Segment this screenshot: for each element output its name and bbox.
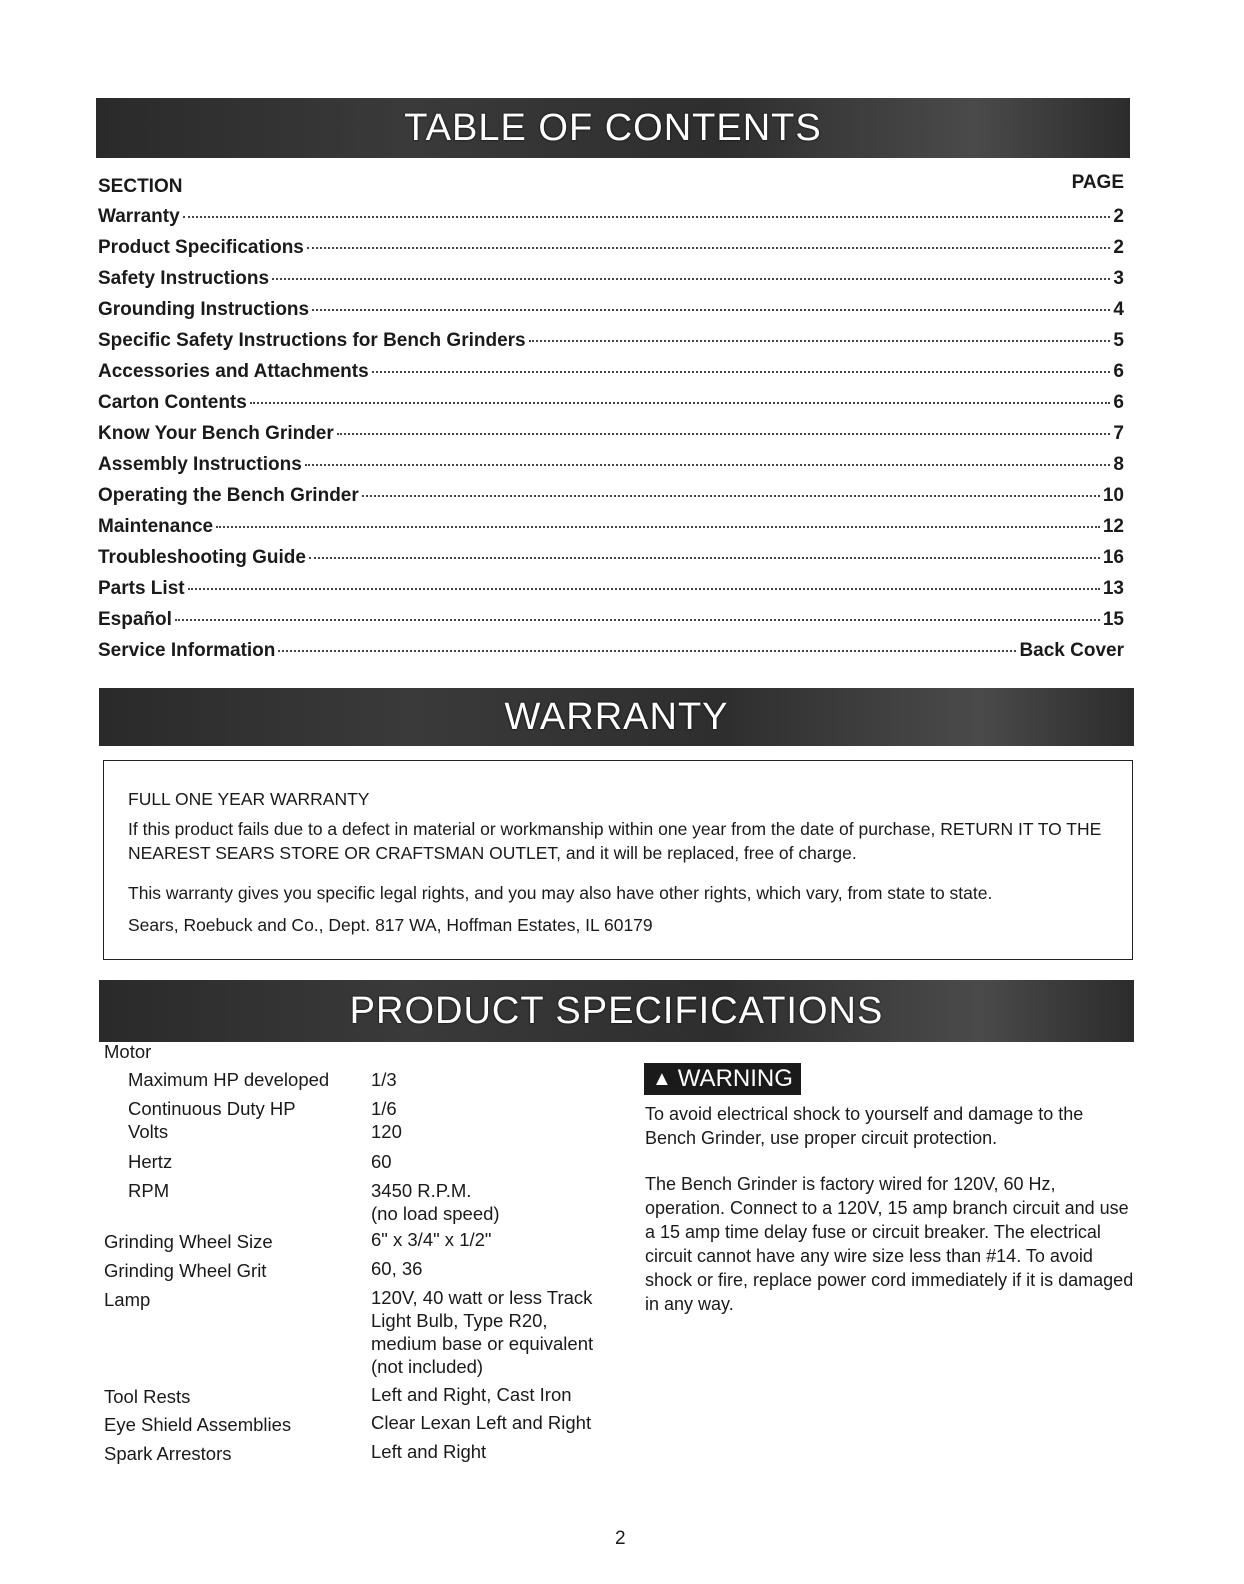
toc-entry-operating bbox=[98, 485, 1124, 516]
toc-leader-dots bbox=[529, 340, 1111, 342]
specs-title: PRODUCT SPECIFICATIONS bbox=[349, 989, 884, 1032]
specs-banner bbox=[99, 980, 1134, 1042]
warranty-paragraph-1: If this product fails due to a defect in material or workmanship within one year from the date of purchase, RETURN IT TO THE NEAREST SEARS STORE OR CRAFTSMAN OUTLET, and it will be replaced, free of charge. bbox=[128, 819, 1102, 863]
spec-value: Light Bulb, Type R20, bbox=[371, 1310, 548, 1331]
toc-leader-dots bbox=[272, 278, 1110, 280]
toc-leader-dots bbox=[362, 495, 1100, 497]
spec-label: Volts bbox=[128, 1121, 169, 1142]
toc-entry-maintenance bbox=[98, 516, 1124, 547]
toc-entry-page: 16 bbox=[1102, 547, 1124, 568]
toc-entry-page: 10 bbox=[1102, 485, 1124, 506]
toc-entry-label: Specific Safety Instructions for Bench Grinders bbox=[98, 330, 526, 351]
toc-entry-product-specifications bbox=[98, 237, 1124, 268]
spec-value: 120 bbox=[371, 1121, 402, 1142]
spec-label: Spark Arrestors bbox=[104, 1443, 232, 1464]
toc-entry-service-information bbox=[98, 640, 1124, 671]
toc-entry-page: 7 bbox=[1113, 423, 1124, 444]
toc-leader-dots bbox=[216, 526, 1100, 528]
toc-entry-safety-instructions bbox=[98, 268, 1124, 299]
spec-value: (no load speed) bbox=[371, 1203, 500, 1224]
spec-label: Grinding Wheel Grit bbox=[104, 1260, 267, 1281]
toc-entry-label: Service Information bbox=[98, 640, 276, 661]
warning-paragraph-1: To avoid electrical shock to yourself and damage to the Bench Grinder, use proper circuit protection. bbox=[645, 1104, 1084, 1148]
spec-label: RPM bbox=[128, 1180, 170, 1201]
toc-entry-parts-list bbox=[98, 578, 1124, 609]
toc-entry-assembly bbox=[98, 454, 1124, 485]
spec-value: 60, 36 bbox=[371, 1258, 423, 1279]
toc-leader-dots bbox=[305, 464, 1111, 466]
toc-entry-page: 5 bbox=[1113, 330, 1124, 351]
toc-entry-label: Grounding Instructions bbox=[98, 299, 310, 320]
toc-entry-label: Know Your Bench Grinder bbox=[98, 423, 334, 444]
toc-entry-label: Parts List bbox=[98, 578, 185, 599]
toc-entry-page: 12 bbox=[1102, 516, 1124, 537]
toc-entry-carton-contents bbox=[98, 392, 1124, 423]
toc-list bbox=[98, 206, 1124, 671]
warning-triangle-icon: ▲ bbox=[652, 1067, 672, 1090]
toc-leader-dots bbox=[188, 588, 1100, 590]
spec-value: 120V, 40 watt or less Track bbox=[371, 1287, 593, 1308]
toc-page-header: PAGE bbox=[1071, 172, 1124, 193]
toc-entry-espanol bbox=[98, 609, 1124, 640]
warranty-banner bbox=[99, 688, 1134, 746]
warning-label: WARNING bbox=[677, 1065, 793, 1092]
toc-entry-page: 2 bbox=[1113, 206, 1124, 227]
warranty-paragraph-2: This warranty gives you specific legal rights, and you may also have other rights, which vary, from state to state. bbox=[128, 883, 993, 903]
toc-entry-label: Product Specifications bbox=[98, 237, 304, 258]
spec-label: Continuous Duty HP bbox=[128, 1098, 296, 1119]
toc-entry-page: 15 bbox=[1102, 609, 1124, 630]
toc-entry-specific-safety bbox=[98, 330, 1124, 361]
toc-entry-label: Maintenance bbox=[98, 516, 214, 537]
toc-section-header: SECTION bbox=[98, 176, 183, 197]
toc-leader-dots bbox=[307, 247, 1111, 249]
toc-leader-dots bbox=[183, 216, 1111, 218]
toc-leader-dots bbox=[278, 650, 1016, 652]
toc-leader-dots bbox=[312, 309, 1110, 311]
spec-value: Left and Right bbox=[371, 1441, 487, 1462]
spec-value: Left and Right, Cast Iron bbox=[371, 1384, 572, 1405]
toc-entry-page: 2 bbox=[1113, 237, 1124, 258]
toc-entry-page: 4 bbox=[1113, 299, 1124, 320]
toc-entry-label: Safety Instructions bbox=[98, 268, 270, 289]
spec-value: 60 bbox=[371, 1151, 392, 1172]
toc-entry-page: 6 bbox=[1113, 361, 1124, 382]
toc-banner bbox=[96, 98, 1130, 158]
toc-entry-troubleshooting bbox=[98, 547, 1124, 578]
toc-entry-label: Carton Contents bbox=[98, 392, 247, 413]
toc-entry-label: Español bbox=[98, 609, 172, 630]
toc-leader-dots bbox=[175, 619, 1100, 621]
toc-entry-label: Warranty bbox=[98, 206, 180, 227]
toc-entry-accessories bbox=[98, 361, 1124, 392]
toc-entry-label: Operating the Bench Grinder bbox=[98, 485, 359, 506]
toc-entry-know-your-grinder bbox=[98, 423, 1124, 454]
toc-entry-label: Troubleshooting Guide bbox=[98, 547, 306, 568]
toc-leader-dots bbox=[250, 402, 1111, 404]
toc-entry-page: 8 bbox=[1113, 454, 1124, 475]
spec-value: 1/3 bbox=[371, 1069, 397, 1090]
toc-entry-warranty bbox=[98, 206, 1124, 237]
toc-entry-label: Assembly Instructions bbox=[98, 454, 302, 475]
spec-label: Lamp bbox=[104, 1289, 151, 1310]
spec-motor-label: Motor bbox=[104, 1041, 152, 1062]
warranty-title: WARRANTY bbox=[504, 695, 729, 738]
spec-value: medium base or equivalent bbox=[371, 1333, 594, 1354]
warning-badge bbox=[644, 1063, 801, 1095]
toc-entry-page: 3 bbox=[1113, 268, 1124, 289]
toc-entry-label: Accessories and Attachments bbox=[98, 361, 369, 382]
spec-label: Eye Shield Assemblies bbox=[104, 1414, 292, 1435]
spec-value: 1/6 bbox=[371, 1098, 397, 1119]
spec-label: Hertz bbox=[128, 1151, 173, 1172]
toc-title: TABLE OF CONTENTS bbox=[404, 106, 822, 149]
warranty-heading: FULL ONE YEAR WARRANTY bbox=[128, 789, 370, 809]
spec-label: Grinding Wheel Size bbox=[104, 1231, 273, 1252]
spec-value: 6" x 3/4" x 1/2" bbox=[371, 1229, 492, 1250]
warranty-address: Sears, Roebuck and Co., Dept. 817 WA, Hoffman Estates, IL 60179 bbox=[128, 915, 653, 935]
toc-leader-dots bbox=[337, 433, 1111, 435]
warranty-box bbox=[103, 760, 1133, 960]
toc-entry-page: Back Cover bbox=[1019, 640, 1124, 661]
spec-label: Maximum HP developed bbox=[128, 1069, 330, 1090]
page-number: 2 bbox=[615, 1528, 626, 1549]
warning-paragraph-2: The Bench Grinder is factory wired for 120V, 60 Hz, operation. Connect to a 120V, 15 amp branch circuit and use a 15 amp time delay fuse or circuit breaker. The electrical circuit cannot have any wire size less than #14. To avoid shock or fire, replace power cord immediately if it is damaged in any way. bbox=[645, 1174, 1134, 1314]
toc-entry-grounding-instructions bbox=[98, 299, 1124, 330]
toc-entry-page: 6 bbox=[1113, 392, 1124, 413]
spec-label: Tool Rests bbox=[104, 1386, 191, 1407]
spec-value: (not included) bbox=[371, 1356, 484, 1377]
spec-value: 3450 R.P.M. bbox=[371, 1180, 472, 1201]
spec-value: Clear Lexan Left and Right bbox=[371, 1412, 592, 1433]
toc-leader-dots bbox=[309, 557, 1100, 559]
toc-entry-page: 13 bbox=[1102, 578, 1124, 599]
toc-leader-dots bbox=[372, 371, 1111, 373]
